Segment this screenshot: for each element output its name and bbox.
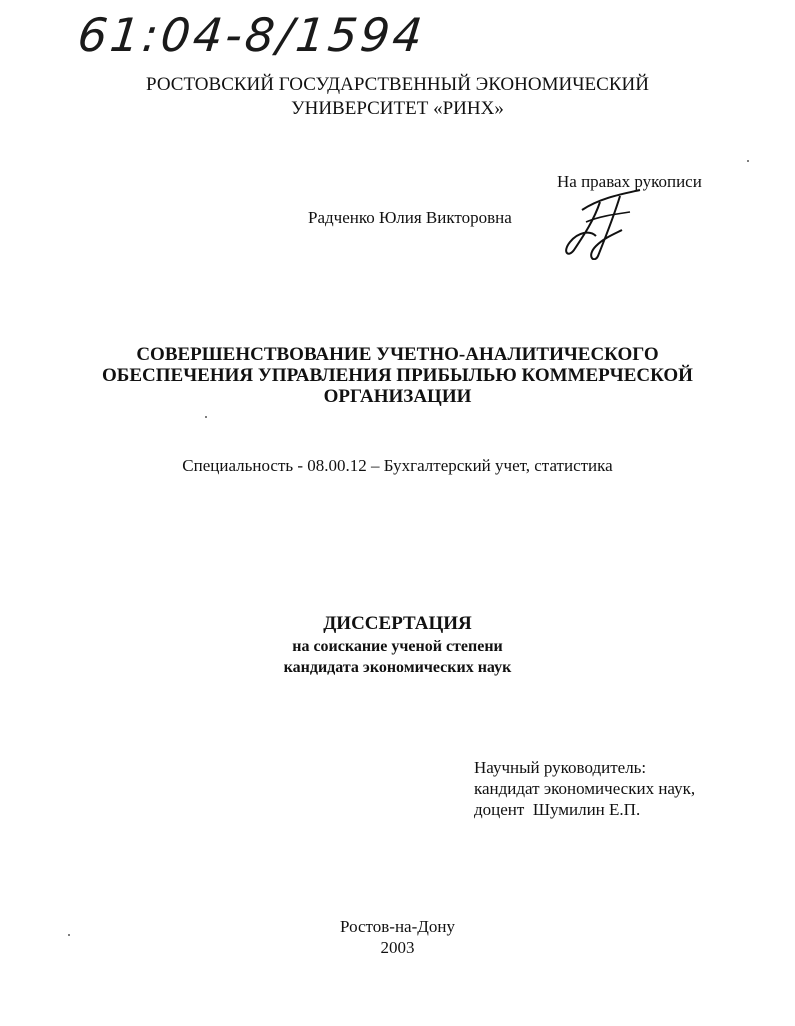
title-line-1: СОВЕРШЕНСТВОВАНИЕ УЧЕТНО-АНАЛИТИЧЕСКОГО xyxy=(136,344,659,365)
scan-speck xyxy=(68,934,70,936)
archive-number-handwritten: 61:04-8/1594 xyxy=(75,8,428,62)
signature-icon xyxy=(560,180,650,260)
title-line-2: ОБЕСПЕЧЕНИЯ УПРАВЛЕНИЯ ПРИБЫЛЬЮ КОММЕРЧЕСКОЙ xyxy=(102,365,693,386)
city-year xyxy=(0,916,795,958)
scientific-advisor xyxy=(474,757,695,820)
author-name: Радченко Юлия Викторовна xyxy=(308,208,512,227)
advisor-degree: кандидат экономических наук, xyxy=(474,779,696,798)
advisor-name: доцент Шумилин Е.П. xyxy=(474,800,641,819)
university-line-1: РОСТОВСКИЙ ГОСУДАРСТВЕННЫЙ ЭКОНОМИЧЕСКИЙ xyxy=(146,74,649,95)
specialty: Специальность - 08.00.12 – Бухгалтерский учет, статистика xyxy=(182,456,613,475)
degree-line-2: кандидата экономических наук xyxy=(283,659,512,676)
title-line-3: ОРГАНИЗАЦИИ xyxy=(323,386,472,407)
university-name xyxy=(0,73,795,121)
year: 2003 xyxy=(380,938,415,957)
dissertation-heading: ДИССЕРТАЦИЯ xyxy=(323,613,472,634)
university-line-2: УНИВЕРСИТЕТ «РИНХ» xyxy=(291,98,504,119)
advisor-label: Научный руководитель: xyxy=(474,758,647,777)
dissertation-title xyxy=(0,344,795,407)
degree-line-1: на соискание ученой степени xyxy=(292,638,503,655)
city: Ростов-на-Дону xyxy=(340,917,455,936)
manuscript-note: На правах рукописи xyxy=(557,172,702,191)
scan-speck xyxy=(205,416,207,418)
scan-speck xyxy=(747,160,749,162)
